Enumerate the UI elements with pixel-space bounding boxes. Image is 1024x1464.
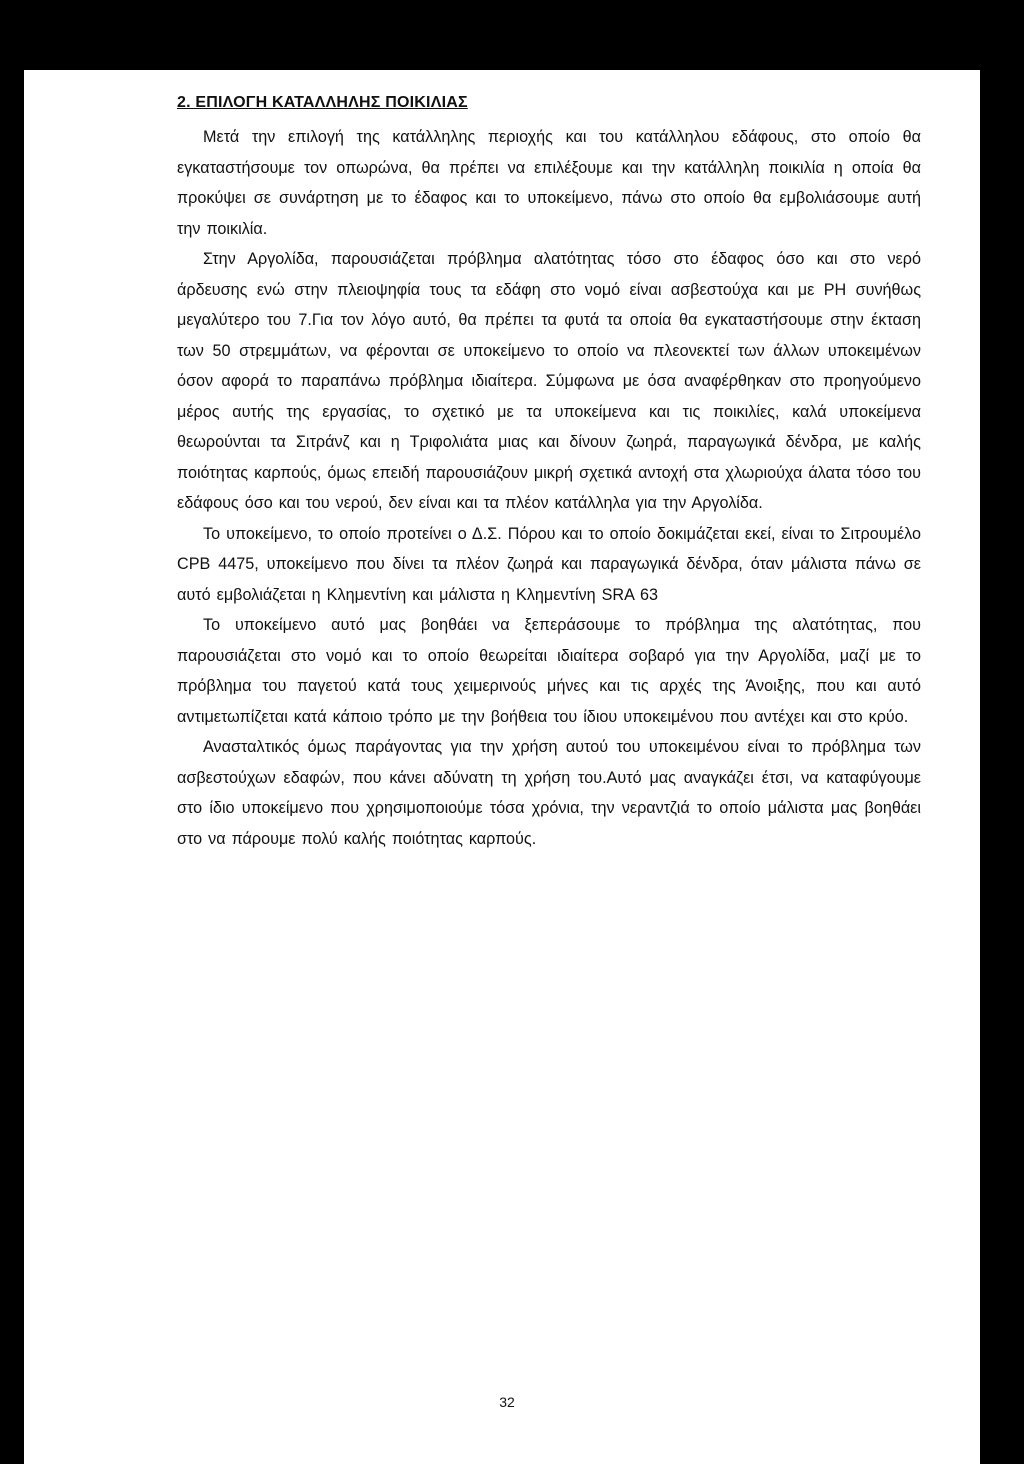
paragraph-rootstock-proposal: Το υποκείμενο, το οποίο προτείνει ο Δ.Σ. Πόρου και το οποίο δοκιμάζεται εκεί, είναι το Σιτρουμέλο CPB 4475, υποκείμενο που δίνει τα πλέον ζωηρά και παραγωγικά δένδρα, όταν μάλιστα πάνω σε αυτό εμβολιάζεται η Κλημεντίνη και μάλιστα η Κλημεντίνη SRA 63 [177, 524, 921, 604]
document-page [24, 70, 980, 1464]
page-number: 32 [499, 1394, 515, 1410]
paragraph-variety-selection: Μετά την επιλογή της κατάλληλης περιοχής και του κατάλληλου εδάφους, στο οποίο θα εγκαταστήσουμε τον οπωρώνα, θα πρέπει να επιλέξουμε και την κατάλληλη ποικιλία η οποία θα προκύψει σε συνάρτηση με το έδαφος και το υποκείμενο, πάνω στο οποίο θα εμβολιάσουμε αυτή την ποικιλία. [177, 128, 921, 238]
paragraph-limiting-factor: Ανασταλτικός όμως παράγοντας για την χρήση αυτού του υποκειμένου είναι το πρόβλημα των ασβεστούχων εδαφών, που κάνει αδύνατη τη χρήση του.Αυτό μας αναγκάζει έτσι, να καταφύγουμε στο ίδιο υποκείμενο που χρησιμοποιούμε τόσα χρόνια, την νεραντζιά το οποίο μάλιστα μας βοηθάει στο να πάρουμε πολύ καλής ποιότητας καρπούς. [177, 738, 921, 848]
paragraph-argolida-salinity: Στην Αργολίδα, παρουσιάζεται πρόβλημα αλατότητας τόσο στο έδαφος όσο και στο νερό άρδευσης ενώ στην πλειοψηφία τους τα εδάφη στο νομό είναι ασβεστούχα και με PH συνήθως μεγαλύτερο του 7.Για τον λόγο αυτό, θα πρέπει τα φυτά τα οποία θα εγκαταστήσουμε στην έκταση των 50 στρεμμάτων, να φέρονται σε υποκείμενο το οποίο να πλεονεκτεί των άλλων υποκειμένων όσον αφορά το παραπάνω πρόβλημα ιδιαίτερα. Σύμφωνα με όσα αναφέρθηκαν στο προηγούμενο μέρος αυτής της εργασίας, το σχετικό με τα υποκείμενα και τις ποικιλίες, καλά υποκείμενα θεωρούνται τα Σιτράνζ και η Τριφολιάτα μιας και δίνουν ζωηρά, παραγωγικά δένδρα, με καλής ποιότητας καρπούς, όμως επειδή παρουσιάζουν μικρή σχετικά αντοχή στα χλωριούχα άλατα τόσο του εδάφους όσο και του νερού, δεν είναι και τα πλέον κατάλληλα για την Αργολίδα. [177, 250, 921, 512]
page-content [177, 92, 921, 854]
paragraph-rootstock-benefits: Το υποκείμενο αυτό μας βοηθάει να ξεπεράσουμε το πρόβλημα της αλατότητας, που παρουσιάζεται στο νομό και το οποίο θεωρείται ιδιαίτερα σοβαρό για την Αργολίδα, μαζί με το πρόβλημα του παγετού κατά τους χειμερινούς μήνες και τις αρχές της Άνοιξης, που και αυτό αντιμετωπίζεται κατά κάποιο τρόπο με την βοήθεια του ίδιου υποκειμένου που αντέχει και στο κρύο. [177, 616, 921, 726]
section-heading: 2. ΕΠΙΛΟΓΗ ΚΑΤΑΛΛΗΛΗΣ ΠΟΙΚΙΛΙΑΣ [177, 94, 468, 111]
